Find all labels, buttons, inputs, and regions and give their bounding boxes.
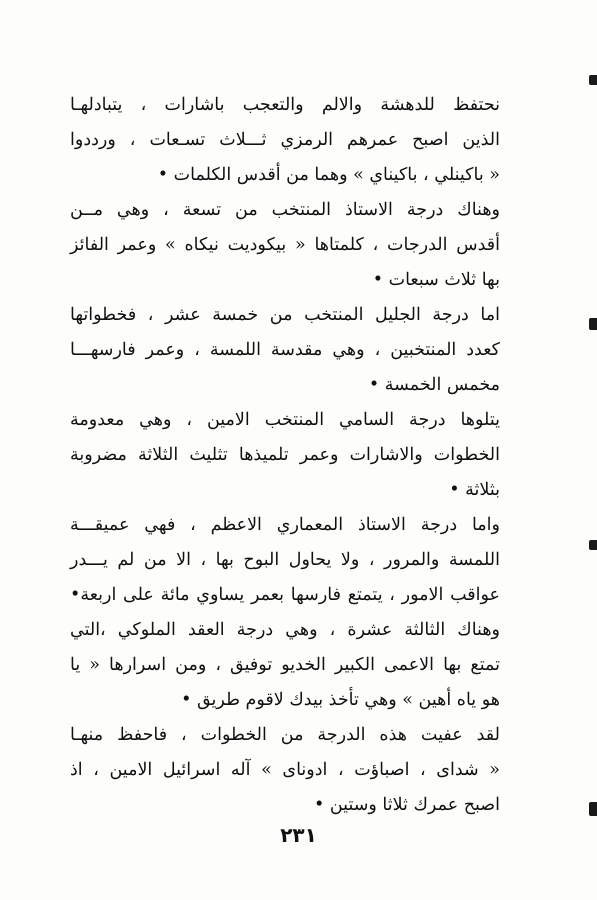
text-line: يتلوها درجة السامي المنتخب الامين ، وهي معدومة (70, 410, 500, 430)
text-line: تمتع بها الاعمى الكبير الخديو توفيق ، ومن اسرارها « يا (70, 655, 500, 675)
text-line: هو ياه أهين » وهي تأخذ بيدك لاقوم طريق • (181, 690, 500, 710)
text-line: « باكينلي ، باكيناي » وهما من أقدس الكلمات • (157, 165, 500, 185)
text-line: بثلاثة • (449, 480, 500, 500)
text-line: بها ثلاث سبعات • (372, 270, 500, 290)
text-line: الخطوات والاشارات وعمر تلميذها تثليث الثلاثة مضروبة (70, 445, 500, 465)
text-line: « شداى ، اصباؤت ، ادوناى » آله اسرائيل الامين ، اذ (70, 760, 500, 780)
text-line: وهناك درجة الاستاذ المنتخب من تسعة ، وهي مــن (70, 200, 500, 220)
text-line: نحتفظ للدهشة والالم والتعجب باشارات ، يتبادلهـا (70, 95, 500, 115)
text-line: اما درجة الجليل المنتخب من خمسة عشر ، فخطواتها (70, 305, 500, 325)
margin-ink-mark (589, 540, 597, 550)
text-line: مخمس الخمسة • (368, 375, 500, 395)
margin-ink-mark (589, 75, 597, 85)
text-line: وهناك الثالثة عشرة ، وهي درجة العقد الملوكي ،التي (70, 620, 500, 640)
text-line: أقدس الدرجات ، كلمتاها « بيكوديت نيكاه » وعمر الفائز (70, 235, 500, 255)
text-line: اصبح عمرك ثلاثا وستين • (313, 795, 500, 815)
text-line: لقد عفيت هذه الدرجة من الخطوات ، فاحفظ منهـا (70, 725, 500, 745)
page-number: ٢٣١ (280, 823, 317, 847)
text-line: كعدد المنتخبين ، وهي مقدسة اللمسة ، وعمر فارسهـــا (70, 340, 500, 360)
margin-ink-mark (589, 802, 597, 816)
margin-ink-mark (589, 318, 597, 330)
body-text (70, 88, 500, 823)
text-line: الذين اصبح عمرهم الرمزي ثـــلاث تسـعات ، ورددوا (70, 130, 500, 150)
text-line: واما درجة الاستاذ المعماري الاعظم ، فهي عميقـــة (70, 515, 500, 535)
text-line: اللمسة والمرور ، ولا يحاول البوح بها ، الا من لم يـــدر (70, 550, 500, 570)
text-line: عواقب الامور ، يتمتع فارسها بعمر يساوي مائة على اربعة• (70, 585, 500, 605)
